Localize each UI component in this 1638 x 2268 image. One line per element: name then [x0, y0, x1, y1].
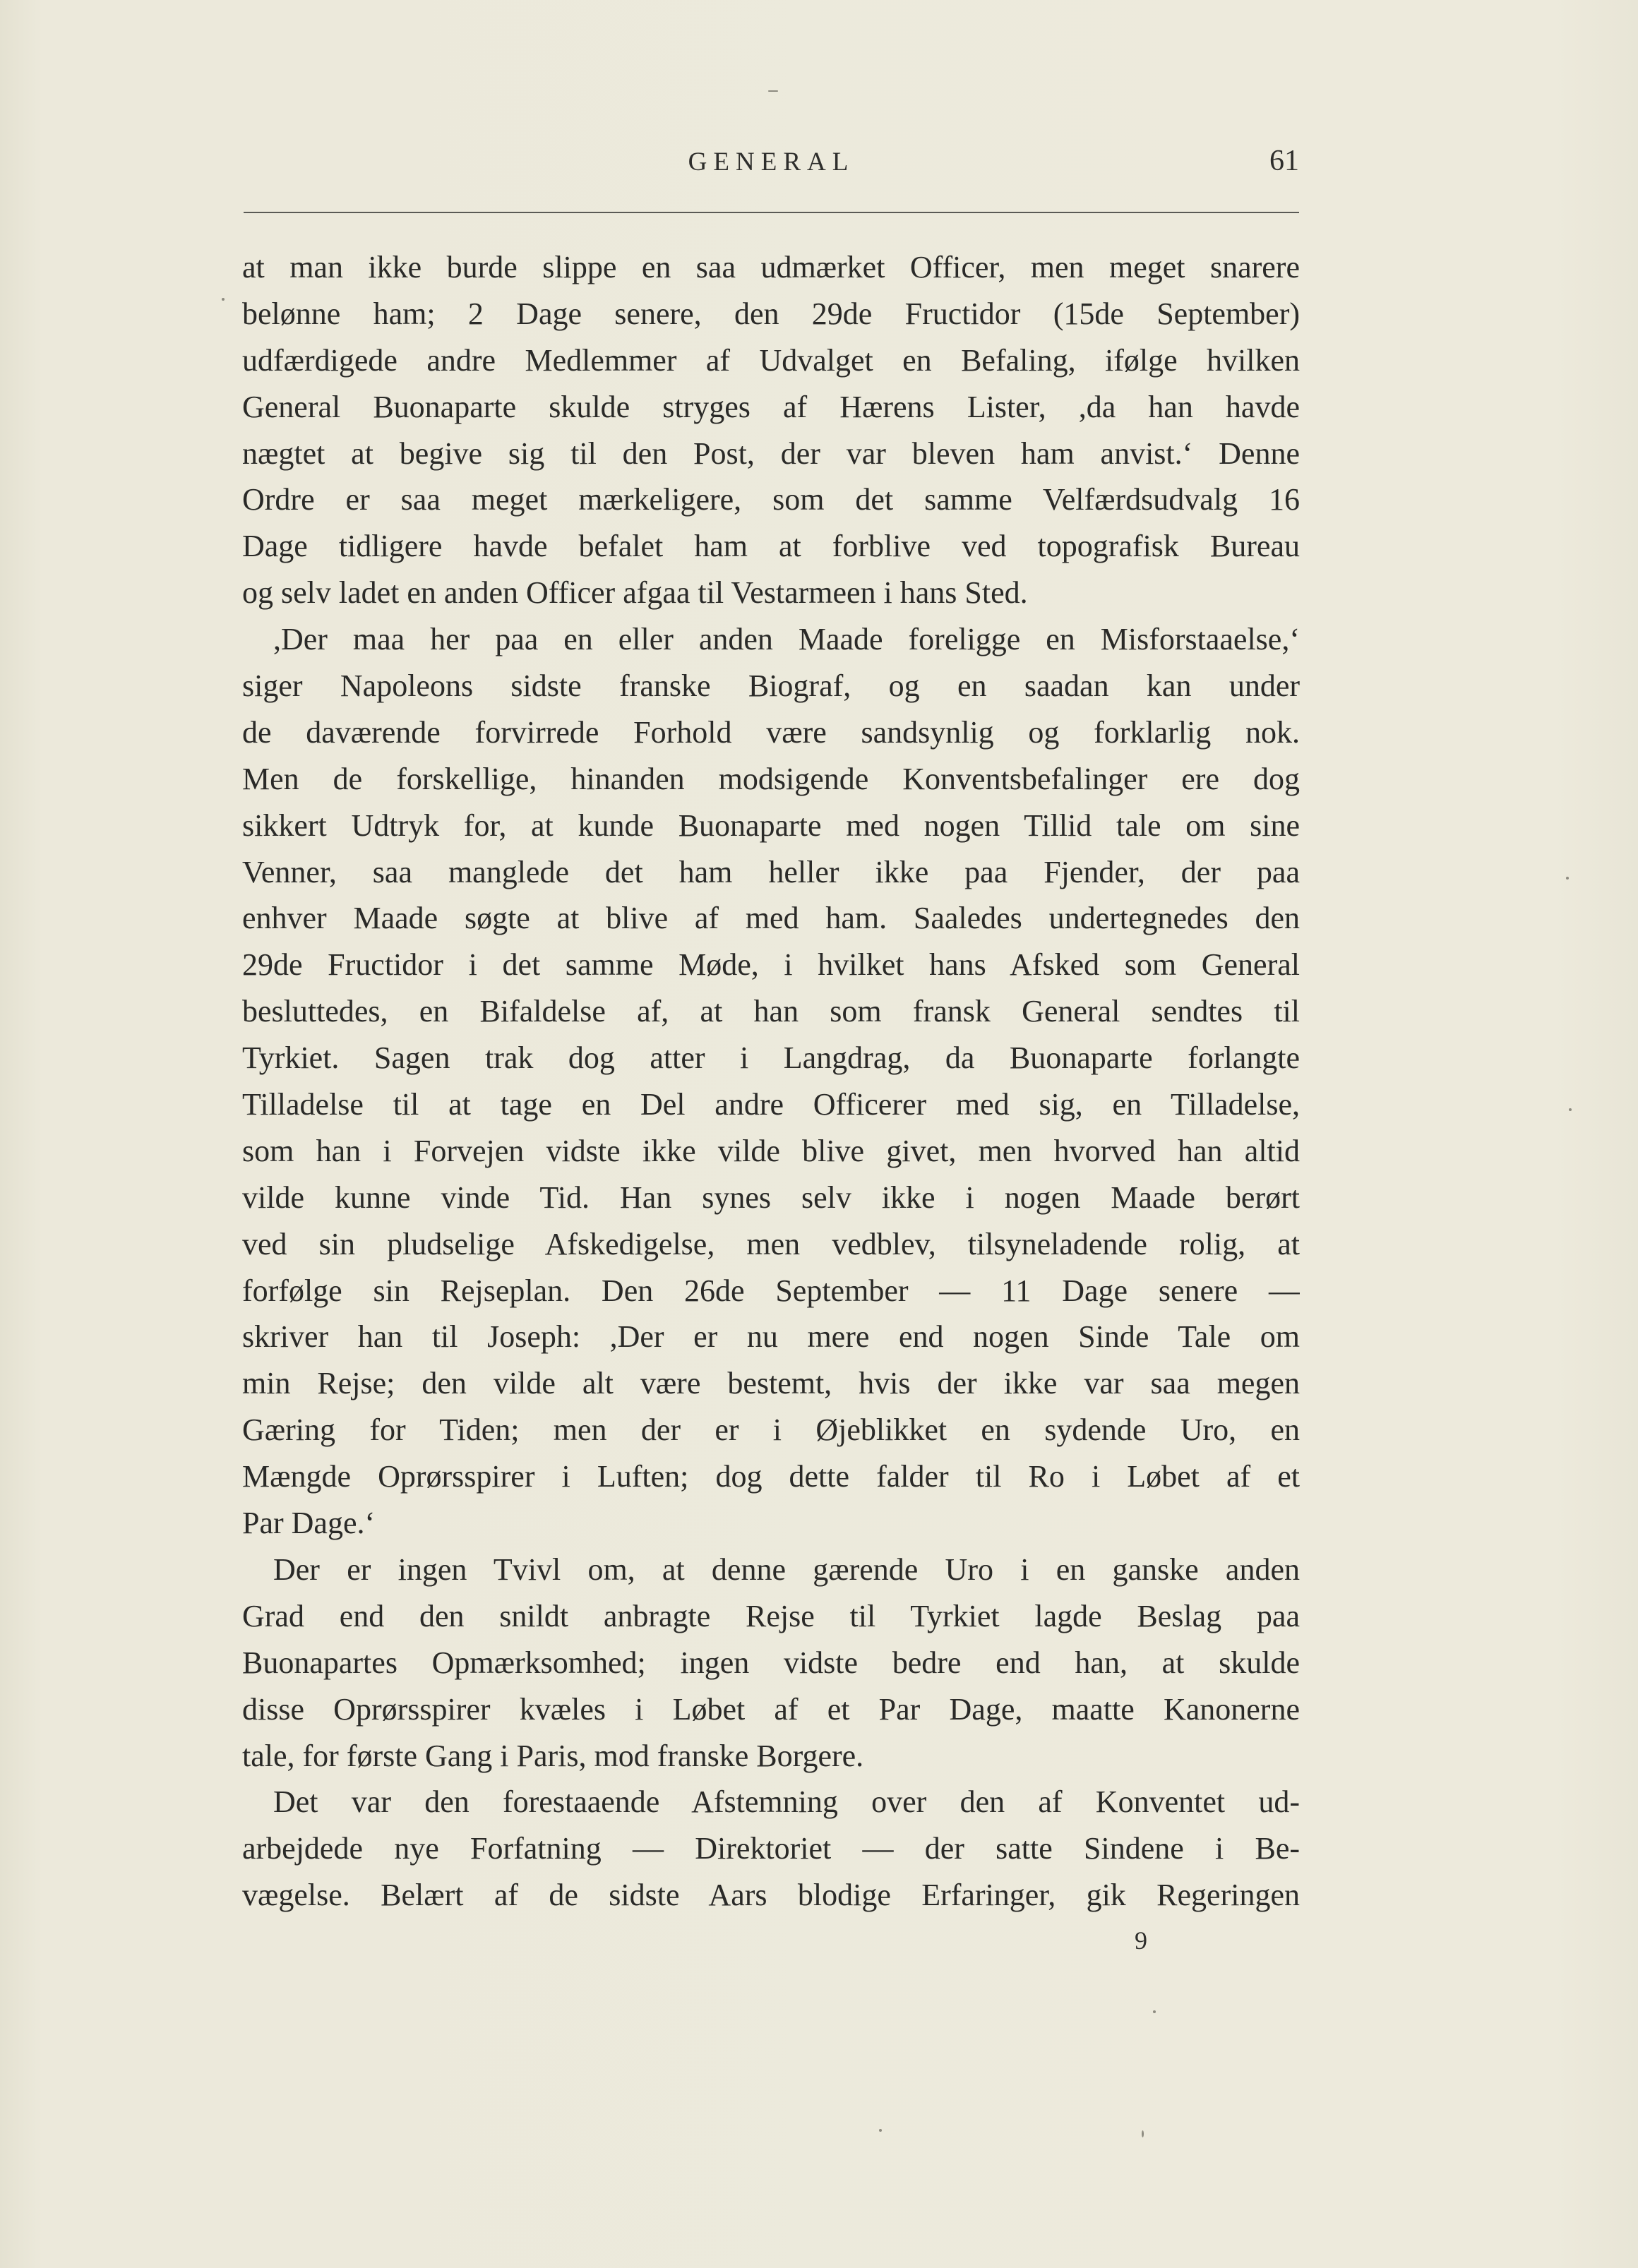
paper-speck: [1566, 877, 1569, 880]
text-line: Tilladelse til at tage en Del andre Officerer med sig, en Tilladelse,: [242, 1087, 1300, 1122]
text-line: min Rejse; den vilde alt være bestemt, hvis der ikke var saa megen: [242, 1366, 1300, 1401]
text-line: og selv ladet en anden Officer afgaa til Vestarmeen i hans Sted.: [242, 575, 1028, 611]
text-line: besluttedes, en Bifaldelse af, at han som fransk General sendtes til: [242, 994, 1300, 1029]
text-line: Grad end den snildt anbragte Rejse til Tyrkiet lagde Beslag paa: [242, 1598, 1300, 1633]
text-line: nægtet at begive sig til den Post, der var bleven ham anvist.‘ Denne: [242, 436, 1300, 471]
text-line: de daværende forvirrede Forhold være sandsynlig og forklarlig nok.: [242, 714, 1300, 750]
text-line: sikkert Udtryk for, at kunde Buonaparte med nogen Tillid tale om sine: [242, 808, 1300, 843]
signature-mark: 9: [1135, 1926, 1147, 1955]
body-text: [242, 244, 1300, 1919]
text-line: siger Napoleons sidste franske Biograf, og en saadan kan under: [242, 668, 1300, 704]
text-line: udfærdigede andre Medlemmer af Udvalget en Befaling, ifølge hvilken: [242, 342, 1300, 378]
header-rule: [244, 212, 1299, 213]
text-line: Det var den forestaaende Afstemning over den af Konventet ud-: [273, 1784, 1300, 1820]
text-line: Venner, saa manglede det ham heller ikke paa Fjender, der paa: [242, 854, 1300, 889]
text-line: at man ikke burde slippe en saa udmærket Officer, men meget snarere: [242, 250, 1300, 284]
text-line: Par Dage.‘: [242, 1506, 376, 1541]
text-line: ved sin pludselige Afskedigelse, men vedblev, tilsyneladende rolig, at: [242, 1226, 1300, 1261]
text-line: Buonapartes Opmærksomhed; ingen vidste bedre end han, at skulde: [242, 1645, 1300, 1680]
text-line: General Buonaparte skulde stryges af Hærens Lister, ,da han havde: [242, 389, 1300, 424]
text-line: Mængde Oprørsspirer i Luften; dog dette falder til Ro i Løbet af et: [242, 1459, 1300, 1494]
text-line: Tyrkiet. Sagen trak dog atter i Langdrag, da Buonaparte forlangte: [242, 1040, 1300, 1076]
text-line: tale, for første Gang i Paris, mod franske Borgere.: [242, 1738, 864, 1773]
text-line: arbejdede nye Forfatning — Direktoriet — der satte Sindene i Be-: [242, 1831, 1300, 1866]
text-line: enhver Maade søgte at blive af med ham. Saaledes undertegnedes den: [242, 901, 1300, 936]
page-header: [244, 141, 1299, 191]
text-line: vægelse. Belært af de sidste Aars blodige Erfaringer, gik Regeringen: [242, 1878, 1300, 1913]
text-line: Dage tidligere havde befalet ham at forblive ved topografisk Bureau: [242, 529, 1300, 564]
text-line: som han i Forvejen vidste ikke vilde blive givet, men hvorved han altid: [242, 1133, 1300, 1168]
running-head: GENERAL: [688, 148, 855, 176]
text-line: vilde kunne vinde Tid. Han synes selv ikke i nogen Maade berørt: [242, 1180, 1300, 1215]
text-line: ,Der maa her paa en eller anden Maade foreligge en Misforstaaelse,‘: [273, 622, 1300, 657]
text-line: forfølge sin Rejseplan. Den 26de September — 11 Dage senere —: [242, 1273, 1300, 1308]
paper-speck: [1153, 2010, 1156, 2013]
text-line: Ordre er saa meget mærkeligere, som det samme Velfærdsudvalg 16: [242, 482, 1300, 517]
text-line: skriver han til Joseph: ,Der er nu mere end nogen Sinde Tale om: [242, 1319, 1300, 1355]
paper-speck: [1142, 2130, 1144, 2137]
paper-speck: [1569, 1108, 1572, 1111]
text-line: Men de forskellige, hinanden modsigende Konventsbefalinger ere dog: [242, 761, 1300, 796]
text-line: 29de Fructidor i det samme Møde, i hvilket hans Afsked som General: [242, 947, 1300, 983]
text-line: Gæring for Tiden; men der er i Øjeblikket en sydende Uro, en: [242, 1412, 1300, 1448]
paper-speck: [768, 90, 778, 92]
text-line: disse Oprørsspirer kvæles i Løbet af et Par Dage, maatte Kanonerne: [242, 1691, 1300, 1727]
paper-speck: [222, 298, 225, 301]
page-number: 61: [1269, 145, 1299, 177]
text-line: belønne ham; 2 Dage senere, den 29de Fructidor (15de September): [242, 296, 1300, 331]
text-line: Der er ingen Tvivl om, at denne gærende Uro i en ganske anden: [273, 1552, 1300, 1587]
paper-speck: [879, 2129, 882, 2132]
